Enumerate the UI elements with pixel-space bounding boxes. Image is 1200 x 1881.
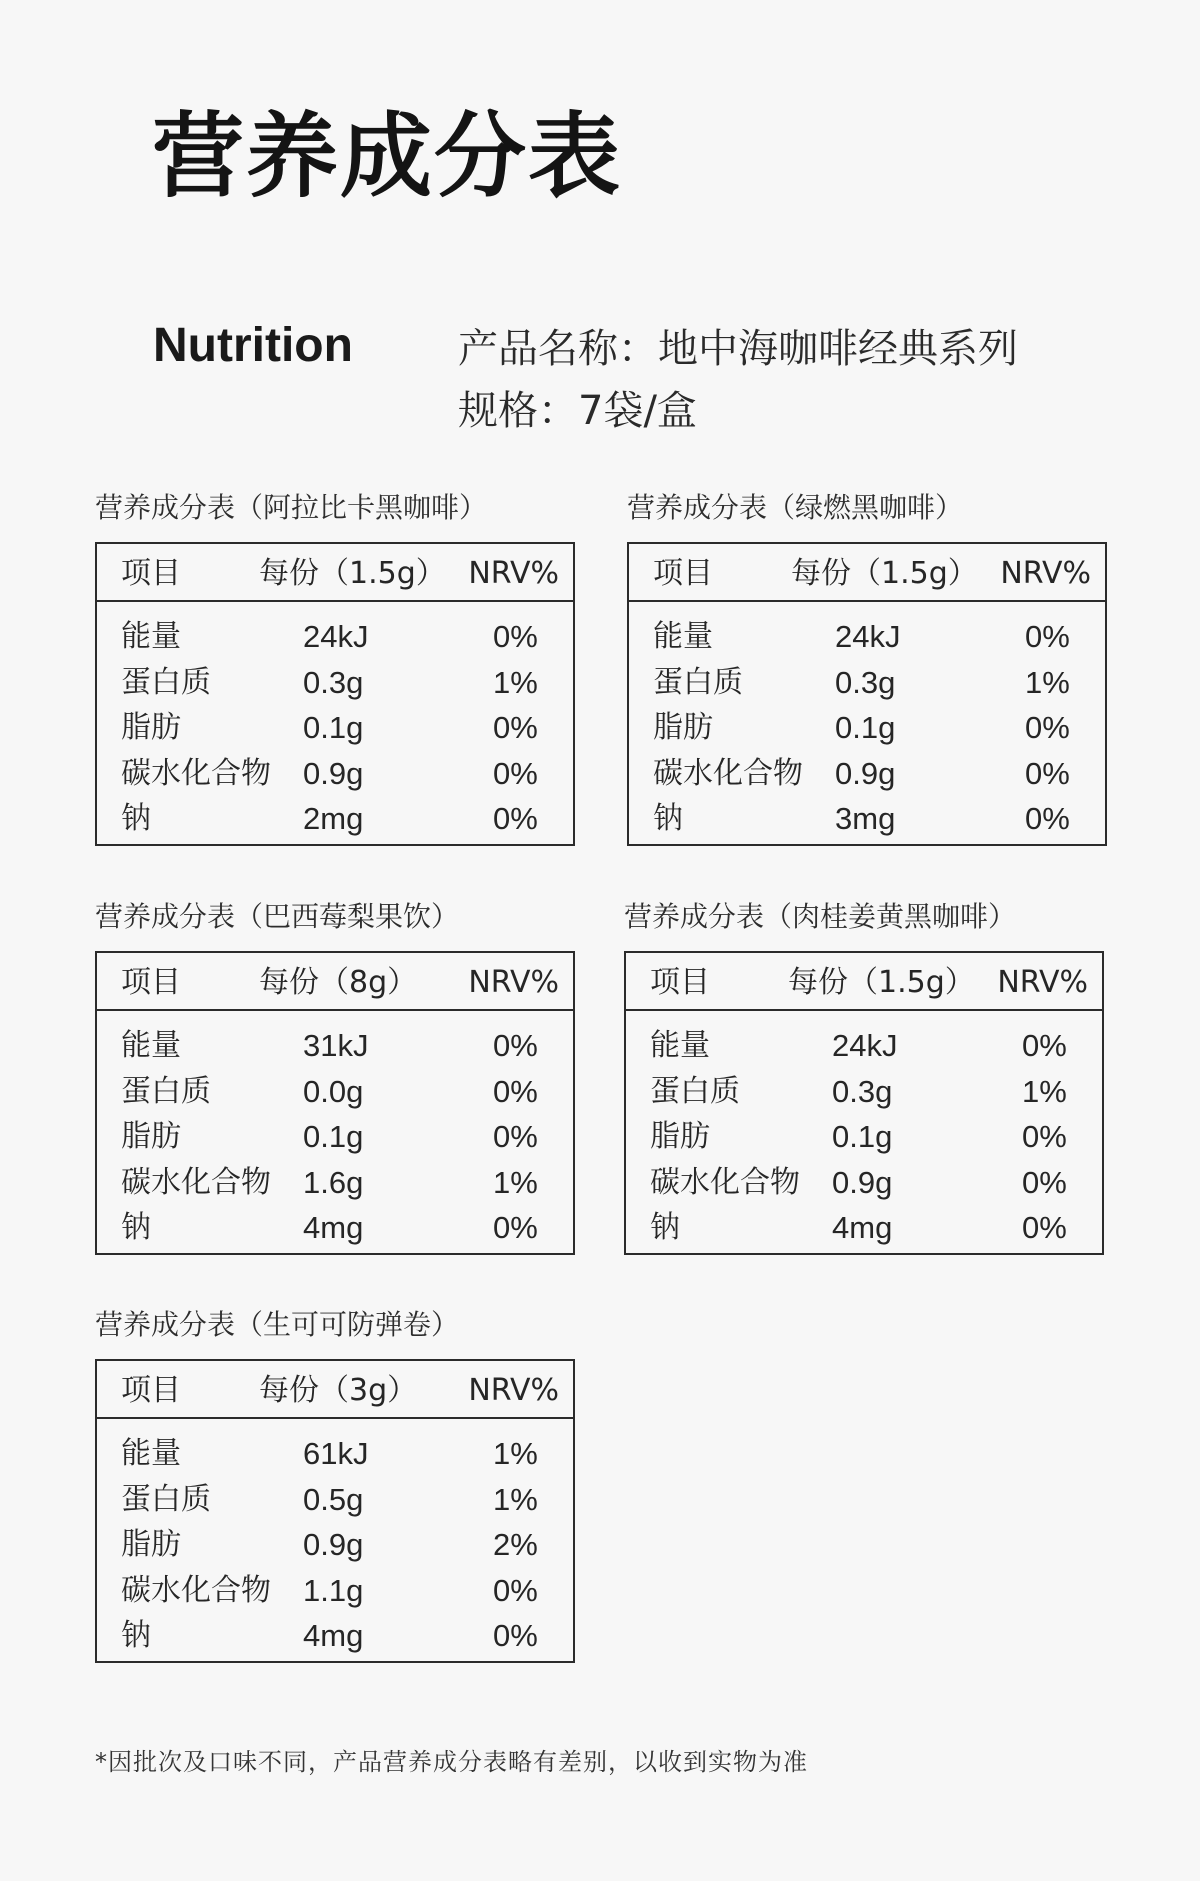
nutrition-table-arabica [95,488,577,846]
row-value: 0.3g [303,664,364,700]
header-per-serving: 每份（1.5g） [788,965,975,1000]
footnote: *因批次及口味不同，产品营养成分表略有差别，以收到实物为准 [95,1748,808,1776]
row-value: 4mg [303,1618,364,1653]
row-name: 能量 [121,619,181,654]
row-nrv: 0% [493,801,538,836]
row-name: 碳水化合物 [653,755,803,791]
table-row [97,1477,573,1523]
table-row [97,1522,573,1568]
table-row [97,705,573,751]
table-row [97,1613,573,1659]
table-title: 营养成分表（肉桂姜黄黑咖啡） [624,900,1017,933]
row-nrv: 1% [493,1164,538,1200]
product-spec-line: 规格：7袋/盒 [458,388,697,434]
row-name: 脂肪 [121,710,181,745]
table-header [629,544,1105,602]
table-row [626,1023,1102,1069]
row-value: 24kJ [832,1028,898,1063]
row-name: 钠 [653,801,683,836]
row-value: 0.3g [835,664,896,700]
row-name: 蛋白质 [121,1481,211,1517]
row-nrv: 1% [1022,1073,1067,1109]
table-row [629,751,1105,797]
row-name: 蛋白质 [121,1073,211,1109]
row-value: 0.3g [832,1073,893,1109]
row-name: 脂肪 [650,1119,710,1154]
row-nrv: 0% [493,1618,538,1653]
table-row [97,751,573,797]
row-nrv: 0% [493,1210,538,1245]
row-nrv: 0% [493,1073,538,1109]
row-nrv: 1% [493,1436,538,1471]
table-row [97,1114,573,1160]
table-row [629,660,1105,706]
row-name: 能量 [121,1436,181,1471]
row-value: 0.5g [303,1481,364,1517]
row-nrv: 1% [493,1481,538,1517]
row-name: 碳水化合物 [121,1164,271,1200]
row-name: 钠 [121,801,151,836]
table-row [97,1023,573,1069]
nutrition-table [95,542,575,846]
header-item: 项目 [121,1373,181,1408]
table-row [626,1160,1102,1206]
row-value: 0.1g [835,710,896,745]
header-item: 项目 [121,556,181,591]
table-row [629,705,1105,751]
table-header [626,953,1102,1011]
row-value: 31kJ [303,1028,369,1063]
table-body [97,1419,573,1659]
header-item: 项目 [121,965,181,1000]
nutrition-table-cinnamon [624,897,1106,1255]
row-value: 61kJ [303,1436,369,1471]
row-value: 3mg [835,801,896,836]
row-value: 0.0g [303,1073,364,1109]
header-nrv: NRV% [1000,556,1091,591]
table-row [629,614,1105,660]
row-value: 0.9g [835,755,896,791]
header-item: 项目 [650,965,710,1000]
row-value: 4mg [303,1210,364,1245]
row-name: 蛋白质 [121,664,211,700]
header-per-serving: 每份（8g） [259,965,418,1000]
row-nrv: 0% [493,1119,538,1154]
row-name: 碳水化合物 [121,755,271,791]
header-per-serving: 每份（3g） [259,1373,418,1408]
table-body [629,602,1105,842]
nutrition-table-green [627,488,1109,846]
header-per-serving: 每份（1.5g） [791,556,978,591]
row-value: 0.9g [832,1164,893,1200]
row-value: 4mg [832,1210,893,1245]
nutrition-table-acai [95,897,577,1255]
nutrition-table-cacao [95,1305,577,1663]
row-value: 24kJ [303,619,369,654]
table-body [97,602,573,842]
table-row [97,1160,573,1206]
row-nrv: 0% [493,619,538,654]
page-title: 营养成分表 [152,103,623,210]
row-name: 脂肪 [653,710,713,745]
table-row [626,1114,1102,1160]
row-nrv: 0% [1025,619,1070,654]
header-nrv: NRV% [468,556,559,591]
row-nrv: 0% [493,755,538,791]
row-value: 2mg [303,801,364,836]
product-name-line: 产品名称：地中海咖啡经典系列 [458,326,1018,372]
header-nrv: NRV% [468,965,559,1000]
row-name: 蛋白质 [650,1073,740,1109]
row-name: 蛋白质 [653,664,743,700]
table-row [629,796,1105,842]
row-name: 脂肪 [121,1527,181,1562]
table-header [97,544,573,602]
row-name: 脂肪 [121,1119,181,1154]
header-nrv: NRV% [468,1373,559,1408]
row-value: 1.1g [303,1572,364,1608]
row-nrv: 0% [1022,1164,1067,1200]
row-name: 钠 [121,1618,151,1653]
row-nrv: 0% [1022,1119,1067,1154]
row-name: 能量 [121,1028,181,1063]
table-row [97,1205,573,1251]
table-title: 营养成分表（阿拉比卡黑咖啡） [95,491,488,524]
row-value: 0.1g [303,1119,364,1154]
table-title: 营养成分表（生可可防弹卷） [95,1308,460,1341]
row-name: 钠 [121,1210,151,1245]
table-row [97,660,573,706]
row-nrv: 0% [1022,1210,1067,1245]
row-name: 碳水化合物 [121,1572,271,1608]
table-header [97,1361,573,1419]
nutrition-heading: Nutrition [153,319,353,372]
nutrition-table [627,542,1107,846]
row-name: 碳水化合物 [650,1164,800,1200]
row-value: 0.9g [303,1527,364,1562]
table-row [97,1431,573,1477]
nutrition-table [95,951,575,1255]
row-nrv: 1% [1025,664,1070,700]
nutrition-table [624,951,1104,1255]
row-nrv: 0% [493,1028,538,1063]
row-nrv: 0% [1025,801,1070,836]
row-nrv: 2% [493,1527,538,1562]
nutrition-table [95,1359,575,1663]
table-row [97,1568,573,1614]
row-nrv: 1% [493,664,538,700]
row-value: 24kJ [835,619,901,654]
row-value: 0.9g [303,755,364,791]
row-nrv: 0% [1022,1028,1067,1063]
row-nrv: 0% [493,710,538,745]
table-header [97,953,573,1011]
header-per-serving: 每份（1.5g） [259,556,446,591]
header-nrv: NRV% [997,965,1088,1000]
row-value: 1.6g [303,1164,364,1200]
product-info [458,318,1018,442]
table-body [626,1011,1102,1251]
row-name: 钠 [650,1210,680,1245]
table-row [97,1069,573,1115]
table-title: 营养成分表（巴西莓梨果饮） [95,900,460,933]
row-nrv: 0% [1025,710,1070,745]
row-value: 0.1g [832,1119,893,1154]
table-row [97,796,573,842]
header-item: 项目 [653,556,713,591]
row-nrv: 0% [1025,755,1070,791]
row-name: 能量 [653,619,713,654]
row-name: 能量 [650,1028,710,1063]
table-body [97,1011,573,1251]
table-row [626,1069,1102,1115]
table-row [626,1205,1102,1251]
table-row [97,614,573,660]
row-nrv: 0% [493,1572,538,1608]
row-value: 0.1g [303,710,364,745]
table-title: 营养成分表（绿燃黑咖啡） [627,491,964,524]
